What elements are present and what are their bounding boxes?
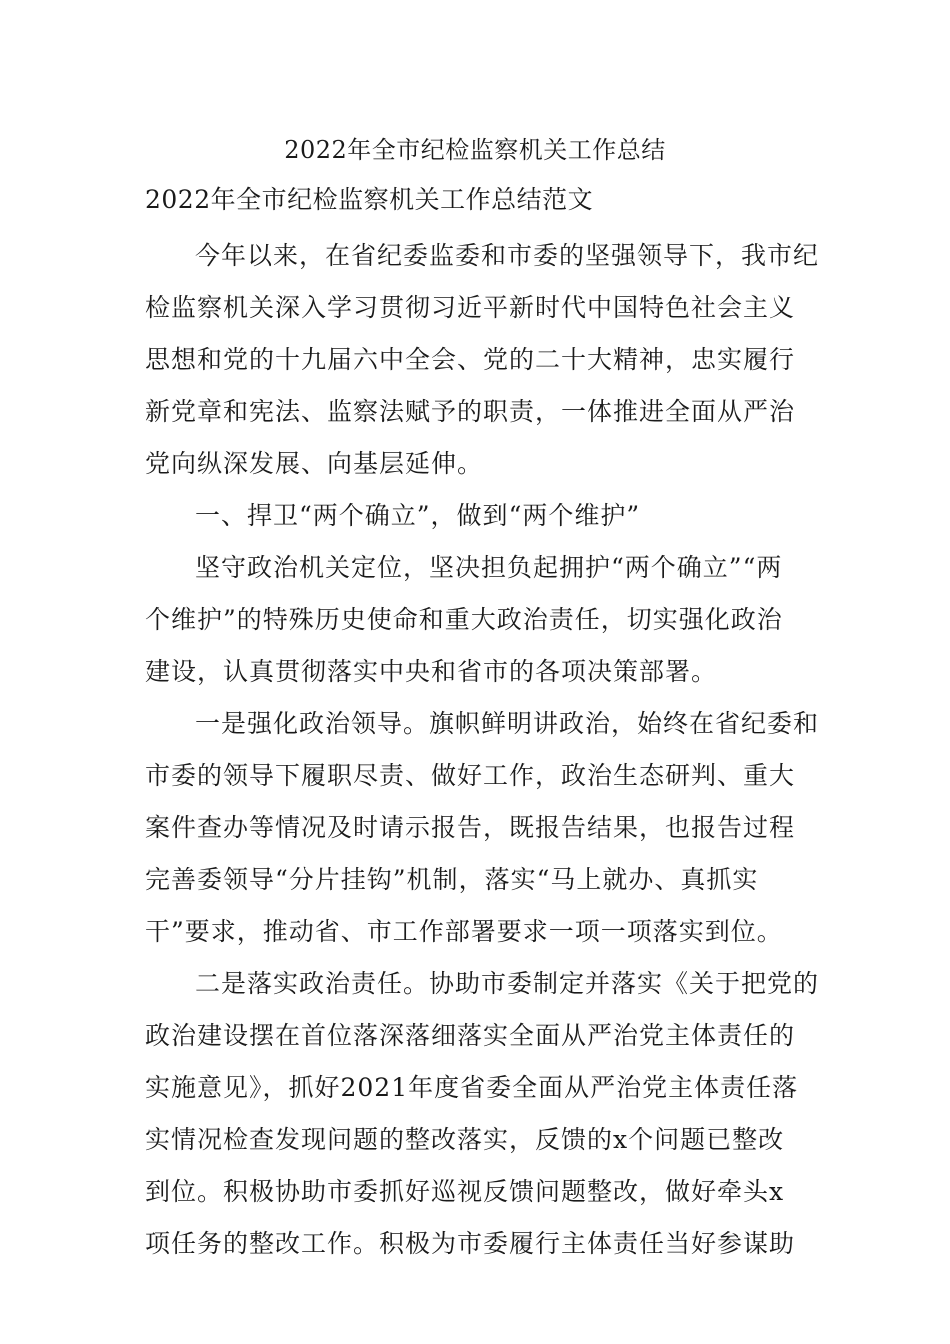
paragraph-line: 检监察机关深入学习贯彻习近平新时代中国特色社会主义 <box>145 293 796 322</box>
paragraph-line: 完善委领导“分片挂钩”机制，落实“马上就办、真抓实 <box>145 865 759 894</box>
section-heading-line: 一、捍卫“两个确立”，做到“两个维护” <box>195 501 641 530</box>
paragraph-line: 实施意见》，抓好2021年度省委全面从严治党主体责任落 <box>145 1073 799 1102</box>
paragraph-line: 党向纵深发展、向基层延伸。 <box>145 449 484 478</box>
document-subtitle: 2022年全市纪检监察机关工作总结范文 <box>145 185 594 214</box>
paragraph-line: 政治建设摆在首位落深落细落实全面从严治党主体责任的 <box>145 1021 796 1050</box>
paragraph-point-two <box>145 958 825 1270</box>
paragraph-line: 实情况检查发现问题的整改落实，反馈的x个问题已整改 <box>145 1125 785 1154</box>
paragraph-line: 二是落实政治责任。协助市委制定并落实《关于把党的 <box>195 969 820 998</box>
document-title: 2022年全市纪检监察机关工作总结 <box>284 136 666 164</box>
paragraph-line: 个维护”的特殊历史使命和重大政治责任，切实强化政治 <box>145 605 783 634</box>
section-heading <box>145 490 825 542</box>
paragraph-line: 干”要求，推动省、市工作部署要求一项一项落实到位。 <box>145 917 783 946</box>
paragraph-intro <box>145 230 825 490</box>
paragraph-line: 今年以来，在省纪委监委和市委的坚强领导下，我市纪 <box>195 241 820 270</box>
paragraph-section-intro <box>145 542 825 698</box>
paragraph-line: 思想和党的十九届六中全会、党的二十大精神，忠实履行 <box>145 345 796 374</box>
document-body <box>145 230 825 1270</box>
paragraph-line: 一是强化政治领导。旗帜鲜明讲政治，始终在省纪委和 <box>195 709 820 738</box>
paragraph-line: 建设，认真贯彻落实中央和省市的各项决策部署。 <box>145 657 718 686</box>
paragraph-line: 案件查办等情况及时请示报告，既报告结果，也报告过程 <box>145 813 796 842</box>
paragraph-line: 到位。积极协助市委抓好巡视反馈问题整改，做好牵头x <box>145 1177 785 1206</box>
paragraph-line: 新党章和宪法、监察法赋予的职责，一体推进全面从严治 <box>145 397 796 426</box>
paragraph-line: 项任务的整改工作。积极为市委履行主体责任当好参谋助 <box>145 1229 796 1258</box>
paragraph-line: 市委的领导下履职尽责、做好工作，政治生态研判、重大 <box>145 761 796 790</box>
paragraph-line: 坚守政治机关定位，坚决担负起拥护“两个确立”“两 <box>195 553 783 582</box>
paragraph-point-one <box>145 698 825 958</box>
